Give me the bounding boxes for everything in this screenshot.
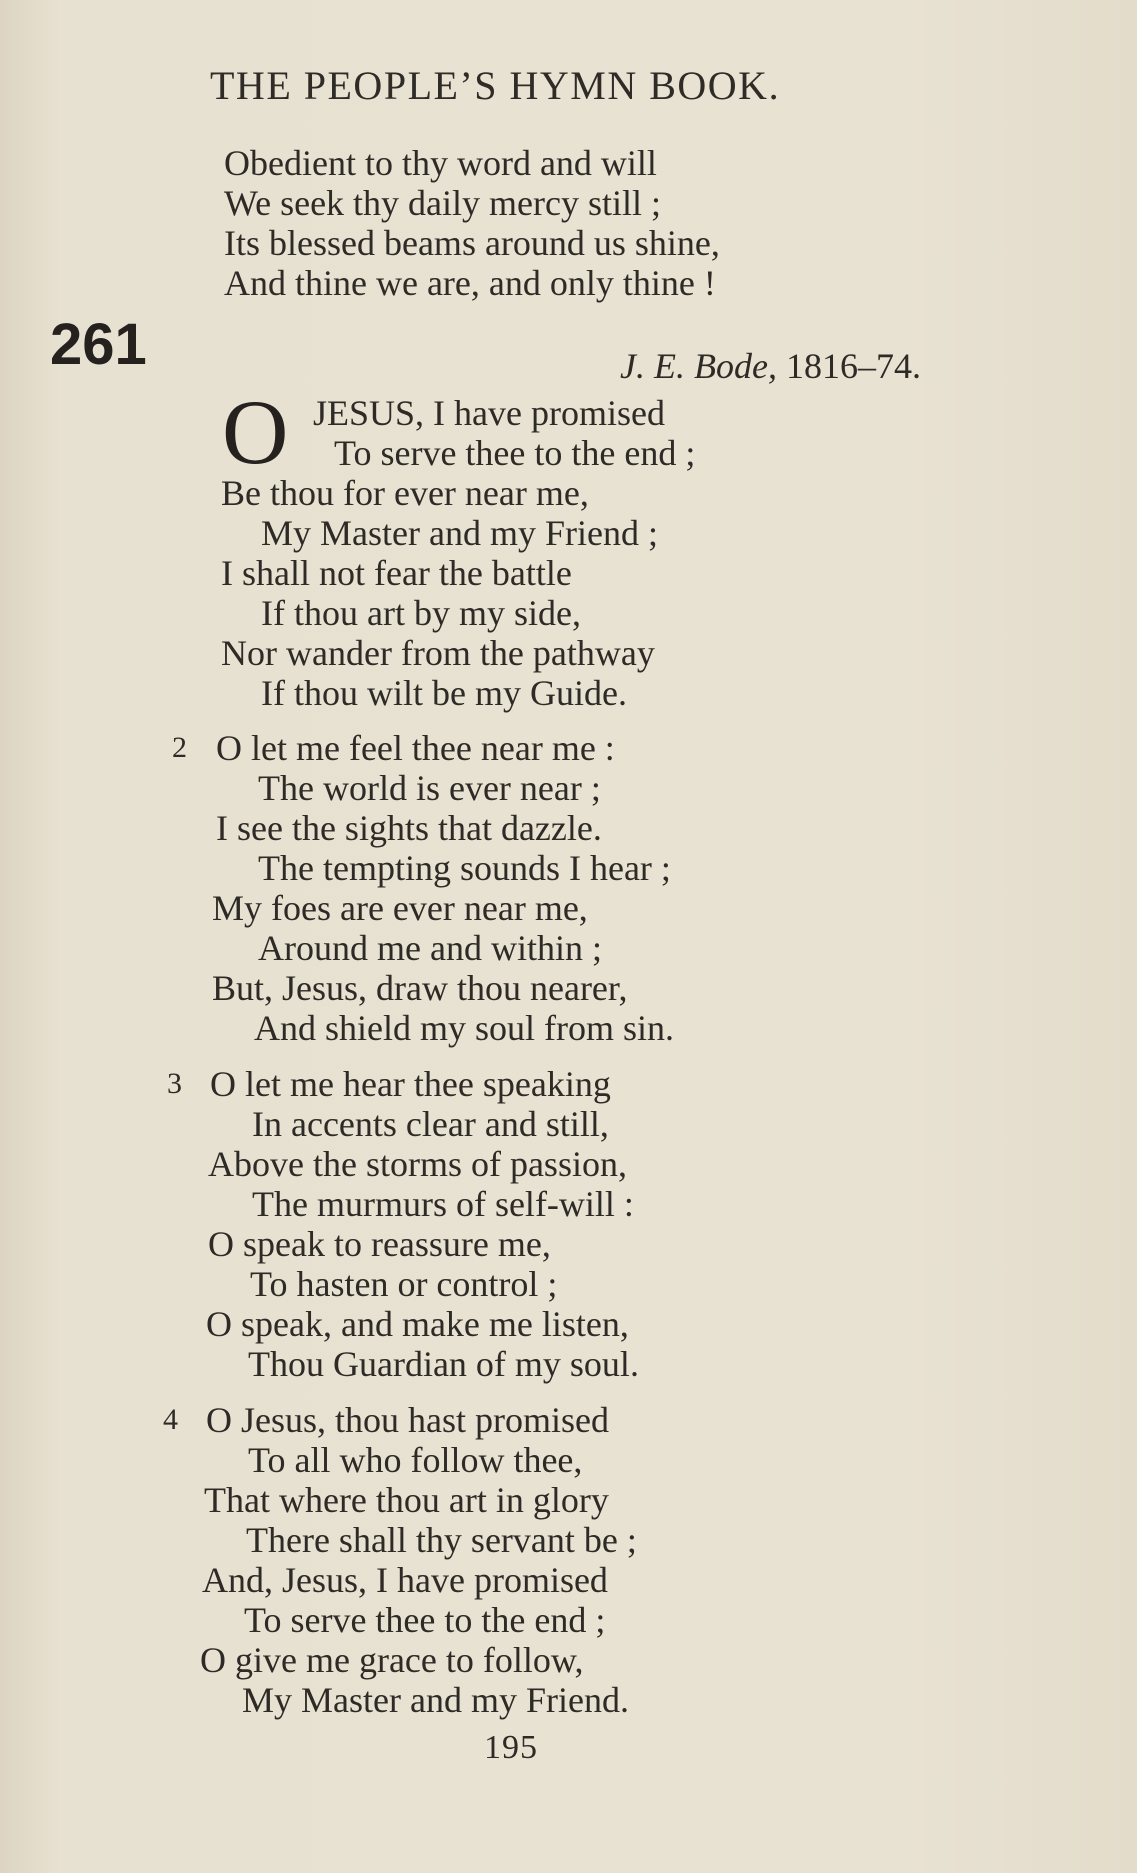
verse-3-line: Thou Guardian of my soul. [248,1344,639,1384]
drop-cap: O [222,381,289,483]
verse-1-line: If thou wilt be my Guide. [261,673,627,713]
verse-3-line: To hasten or control ; [250,1264,558,1304]
verse-number: 3 [167,1067,182,1100]
prev-hymn-line: We seek thy daily mercy still ; [224,183,661,223]
verse-3-line: O speak, and make me listen, [206,1304,629,1344]
verse-number: 2 [172,731,187,764]
verse-3-line: O let me hear thee speaking [210,1064,611,1104]
verse-3-line: Above the storms of passion, [208,1144,627,1184]
page-number: 195 [484,1729,538,1766]
verse-1-line: If thou art by my side, [261,593,581,633]
prev-hymn-line: And thine we are, and only thine ! [224,263,716,303]
verse-1-line: I shall not fear the battle [221,553,572,593]
verse-1-line: To serve thee to the end ; [334,433,696,473]
running-header: THE PEOPLE’S HYMN BOOK. [210,63,781,108]
verse-1-line: JESUS, I have promised [313,393,665,433]
verse-2-line: The tempting sounds I hear ; [258,848,671,888]
verse-2-line: The world is ever near ; [258,768,601,808]
verse-4-line: To all who follow thee, [248,1440,583,1480]
hymn-attribution [620,346,921,386]
verse-4-line: To serve thee to the end ; [244,1600,606,1640]
verse-2-line: But, Jesus, draw thou nearer, [212,968,628,1008]
verse-3-line: O speak to reassure me, [208,1224,551,1264]
verse-4-line: O Jesus, thou hast promised [206,1400,609,1440]
verse-4-line: My Master and my Friend. [242,1680,629,1720]
verse-2-line: Around me and within ; [258,928,602,968]
author-name: J. E. Bode, [620,346,777,386]
verse-1-line: My Master and my Friend ; [261,513,658,553]
prev-hymn-line: Its blessed beams around us shine, [224,223,720,263]
verse-2-line: O let me feel thee near me : [216,728,615,768]
verse-4-line: And, Jesus, I have promised [202,1560,608,1600]
verse-3-line: The murmurs of self-will : [252,1184,634,1224]
prev-hymn-line: Obedient to thy word and will [224,143,657,183]
verse-1-line: Nor wander from the pathway [221,633,655,673]
verse-4-line: That where thou art in glory [204,1480,609,1520]
verse-number: 4 [163,1403,178,1436]
author-dates: 1816–74. [785,346,921,386]
verse-3-line: In accents clear and still, [252,1104,609,1144]
verse-4-line: There shall thy servant be ; [246,1520,637,1560]
verse-2-line: And shield my soul from sin. [254,1008,674,1048]
verse-2-line: I see the sights that dazzle. [216,808,602,848]
verse-1-line: Be thou for ever near me, [221,473,589,513]
verse-2-line: My foes are ever near me, [212,888,588,928]
verse-4-line: O give me grace to follow, [200,1640,584,1680]
hymn-number: 261 [50,312,147,377]
